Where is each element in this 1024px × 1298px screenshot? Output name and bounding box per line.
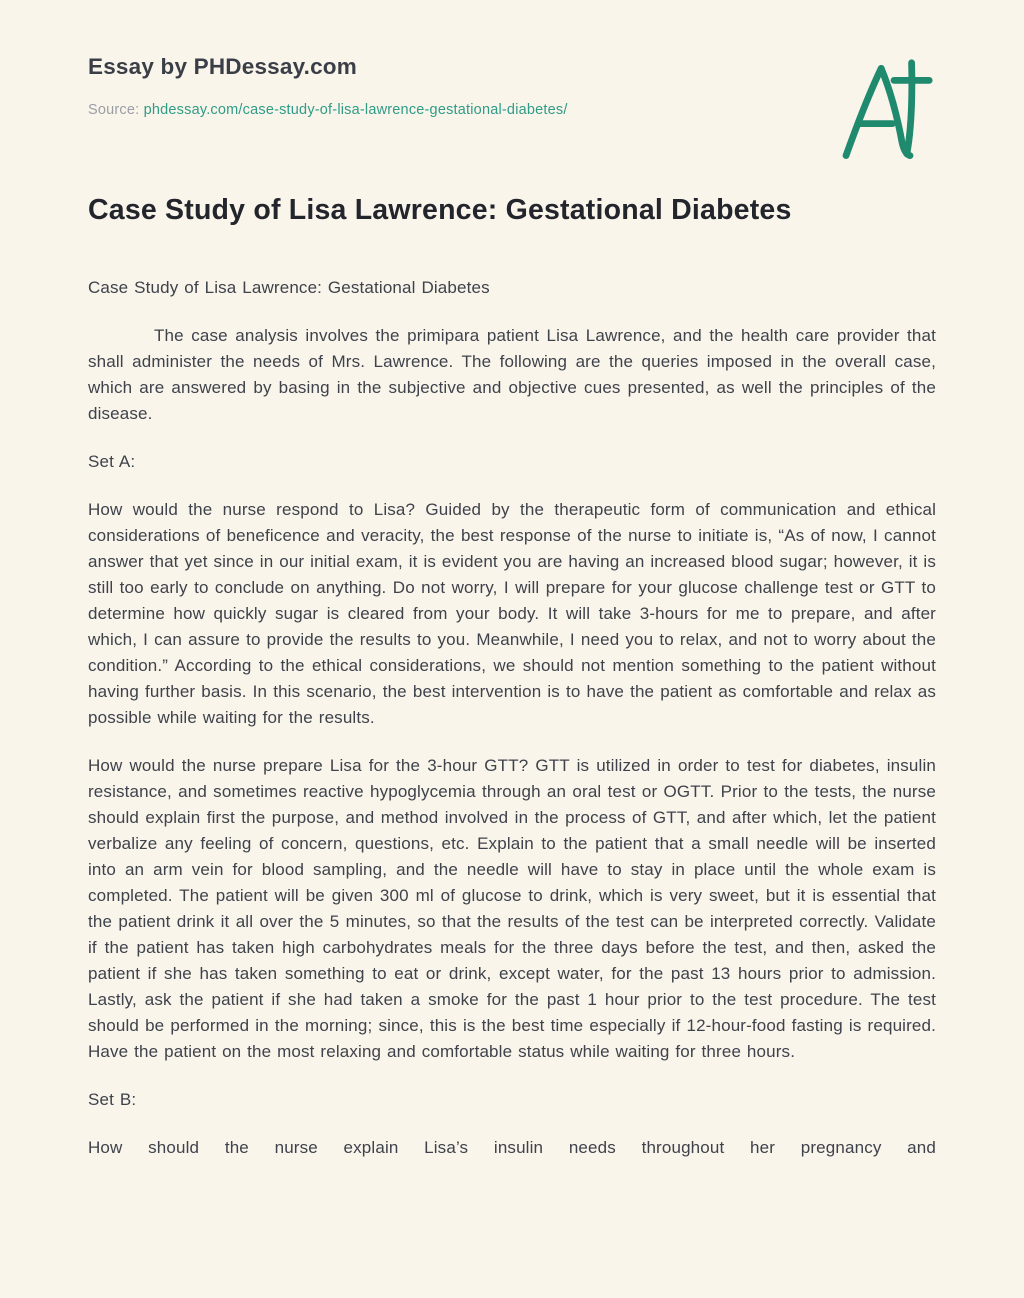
- paragraph: The case analysis involves the primipara patient Lisa Lawrence, and the health care provider that shall administer the needs of Mrs. Lawrence. The following are the queries imposed in the overall case, which are answered by basing in the subjective and objective cues presented, as well the principles of the disease.: [88, 326, 936, 423]
- page-header: [88, 46, 936, 162]
- paragraph: Case Study of Lisa Lawrence: Gestational Diabetes: [88, 278, 490, 297]
- essay-title: Case Study of Lisa Lawrence: Gestational Diabetes: [88, 194, 792, 226]
- section-label: Set A:: [88, 452, 136, 471]
- source-line: [88, 102, 568, 118]
- header-text-block: [88, 46, 568, 118]
- essay-body: [88, 275, 936, 1161]
- source-link[interactable]: phdessay.com/case-study-of-lisa-lawrence-gestational-diabetes/: [143, 102, 568, 118]
- paragraph: How should the nurse explain Lisa’s insulin needs throughout her pregnancy and: [88, 1138, 936, 1157]
- brand-title: Essay by PHDessay.com: [88, 54, 357, 79]
- paragraph: How would the nurse respond to Lisa? Guided by the therapeutic form of communication and ethical considerations of beneficence and veracity, the best response of the nurse to initiate is, “As of now, I cannot answer that yet since in our initial exam, it is evident you are having an increased blood sugar; however, it is still too early to conclude on anything. Do not worry, I will prepare for your glucose challenge test or GTT to determine how quickly sugar is cleared from your body. It will take 3-hours for me to prepare, and after which, I can assure to provide the results to you. Meanwhile, I need you to relax, and not to worry about the condition.” According to the ethical considerations, we should not mention something to the patient without having further basis. In this scenario, the best intervention is to have the patient as comfortable and relax as possible while waiting for the results.: [88, 500, 936, 727]
- section-label: Set B:: [88, 1090, 137, 1109]
- a-plus-logo-icon: [836, 58, 936, 162]
- source-label: Source:: [88, 102, 140, 118]
- paragraph: How would the nurse prepare Lisa for the 3-hour GTT? GTT is utilized in order to test for diabetes, insulin resistance, and sometimes reactive hypoglycemia through an oral test or OGTT. Prior to the tests, the nurse should explain first the purpose, and method involved in the process of GTT, and after which, let the patient verbalize any feeling of concern, questions, etc. Explain to the patient that a small needle will be inserted into an arm vein for blood sampling, and the needle will have to stay in place until the whole exam is completed. The patient will be given 300 ml of glucose to drink, which is very sweet, but it is essential that the patient drink it all over the 5 minutes, so that the results of the test can be interpreted correctly. Validate if the patient has taken high carbohydrates meals for the three days before the test, and then, asked the patient if she has taken something to eat or drink, except water, for the past 13 hours prior to admission. Lastly, ask the patient if she had taken a smoke for the past 1 hour prior to the test procedure. The test should be performed in the morning; since, this is the best time especially if 12-hour-food fasting is required. Have the patient on the most relaxing and comfortable status while waiting for three hours.: [88, 756, 936, 1061]
